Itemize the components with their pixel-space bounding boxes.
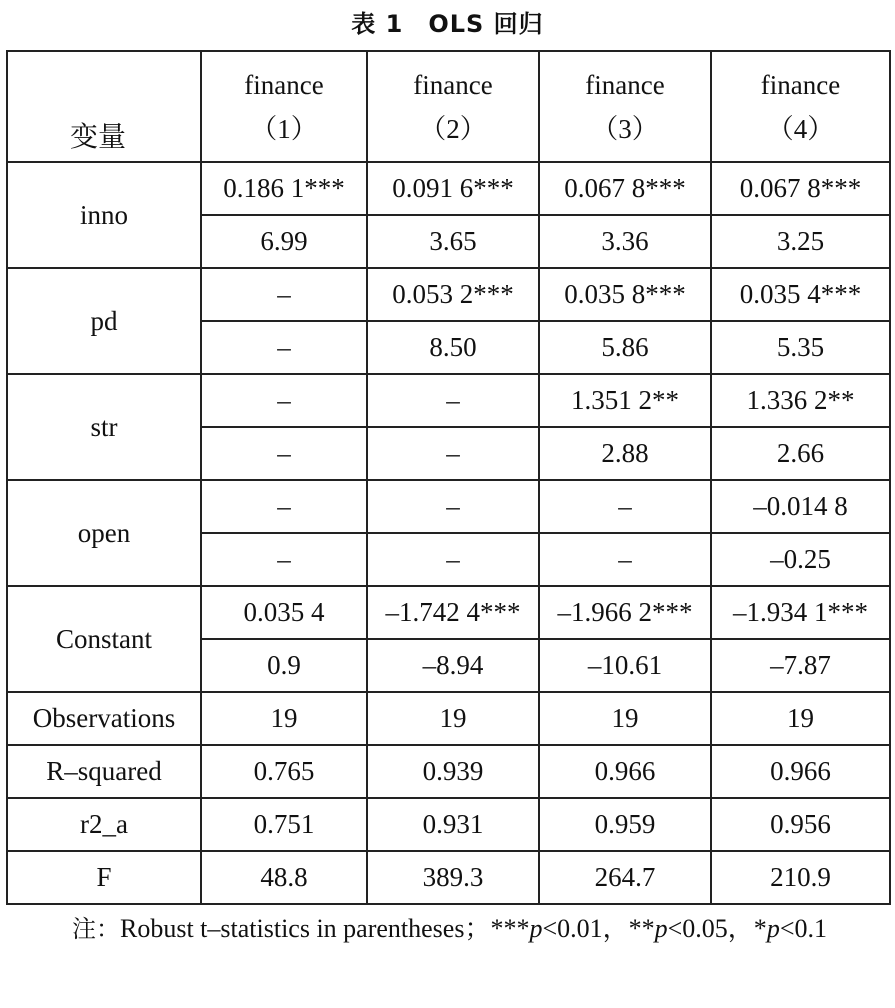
variable-name: str [7,374,201,480]
coef-cell: 0.035 8*** [539,268,711,321]
tstat-cell: 6.99 [201,215,367,268]
stat-cell: 264.7 [539,851,711,904]
tstat-cell: – [539,533,711,586]
table-row [7,374,890,427]
coef-cell: –1.966 2*** [539,586,711,639]
column-number: （3） [591,113,659,144]
stat-cell: 210.9 [711,851,890,904]
coef-cell: 0.091 6*** [367,162,539,215]
note-text: <0.05，* [667,914,767,943]
stat-cell: 0.966 [711,745,890,798]
header-row [7,51,890,162]
tstat-cell: – [201,321,367,374]
coef-cell: 0.053 2*** [367,268,539,321]
variable-name: Constant [7,586,201,692]
stat-cell: 389.3 [367,851,539,904]
column-header [539,51,711,162]
stat-cell: 0.751 [201,798,367,851]
column-name: finance [760,69,841,100]
coef-cell: –0.014 8 [711,480,890,533]
variable-name: inno [7,162,201,268]
variable-name: pd [7,268,201,374]
stat-row [7,851,890,904]
coef-cell: – [201,480,367,533]
tstat-cell: – [201,427,367,480]
coef-cell: 0.067 8*** [539,162,711,215]
stat-cell: 19 [539,692,711,745]
tstat-cell: –0.25 [711,533,890,586]
tstat-cell: – [201,533,367,586]
coef-cell: –1.934 1*** [711,586,890,639]
coef-cell: 1.351 2** [539,374,711,427]
stat-cell: 0.956 [711,798,890,851]
tstat-cell: 3.36 [539,215,711,268]
stat-cell: 48.8 [201,851,367,904]
tstat-cell: 0.9 [201,639,367,692]
coef-cell: 0.186 1*** [201,162,367,215]
tstat-cell: – [367,533,539,586]
table-title: 表 1 OLS 回归 [351,10,544,38]
tstat-cell: –10.61 [539,639,711,692]
note-label: 注： [72,915,120,943]
note-text: <0.01，** [542,914,655,943]
stat-cell: 0.931 [367,798,539,851]
column-number: （2） [419,113,487,144]
coef-cell: – [367,480,539,533]
stat-cell: 19 [201,692,367,745]
tstat-cell: – [367,427,539,480]
note-p-symbol: p [529,914,543,943]
column-number: （1） [250,113,318,144]
stat-name: F [7,851,201,904]
column-header [367,51,539,162]
tstat-cell: 2.88 [539,427,711,480]
coef-cell: –1.742 4*** [367,586,539,639]
tstat-cell: –7.87 [711,639,890,692]
tstat-cell: 8.50 [367,321,539,374]
column-name: finance [585,69,665,100]
stat-cell: 19 [711,692,890,745]
note-p-symbol: p [766,914,780,943]
stat-row [7,692,890,745]
stat-name: r2_a [7,798,201,851]
tstat-cell: 3.25 [711,215,890,268]
table-row [7,268,890,321]
tstat-cell: –8.94 [367,639,539,692]
tstat-cell: 5.35 [711,321,890,374]
coef-cell: – [201,374,367,427]
stat-cell: 0.966 [539,745,711,798]
regression-table [6,50,891,905]
stat-cell: 0.959 [539,798,711,851]
coef-cell: 0.067 8*** [711,162,890,215]
note-text: Robust t–statistics in parentheses；*** [120,914,530,943]
table-row [7,586,890,639]
column-header [201,51,367,162]
column-number: （4） [766,113,835,144]
stat-name: R–squared [7,745,201,798]
coef-cell: 0.035 4 [201,586,367,639]
column-name: finance [413,69,493,100]
coef-cell: – [201,268,367,321]
stat-cell: 19 [367,692,539,745]
coef-cell: – [539,480,711,533]
note-text: <0.1 [779,914,827,943]
stat-cell: 0.765 [201,745,367,798]
tstat-cell: 2.66 [711,427,890,480]
stat-row [7,745,890,798]
coef-cell: 1.336 2** [711,374,890,427]
stat-row [7,798,890,851]
coef-cell: – [367,374,539,427]
note-p-symbol: p [654,914,668,943]
tstat-cell: 5.86 [539,321,711,374]
table-note [6,904,881,954]
tstat-cell: 3.65 [367,215,539,268]
table-row [7,162,890,215]
stat-cell: 0.939 [367,745,539,798]
variable-header: 变量 [7,51,201,162]
stat-name: Observations [7,692,201,745]
column-header [711,51,890,162]
column-name: finance [244,69,324,100]
coef-cell: 0.035 4*** [711,268,890,321]
variable-name: open [7,480,201,586]
table-row [7,480,890,533]
